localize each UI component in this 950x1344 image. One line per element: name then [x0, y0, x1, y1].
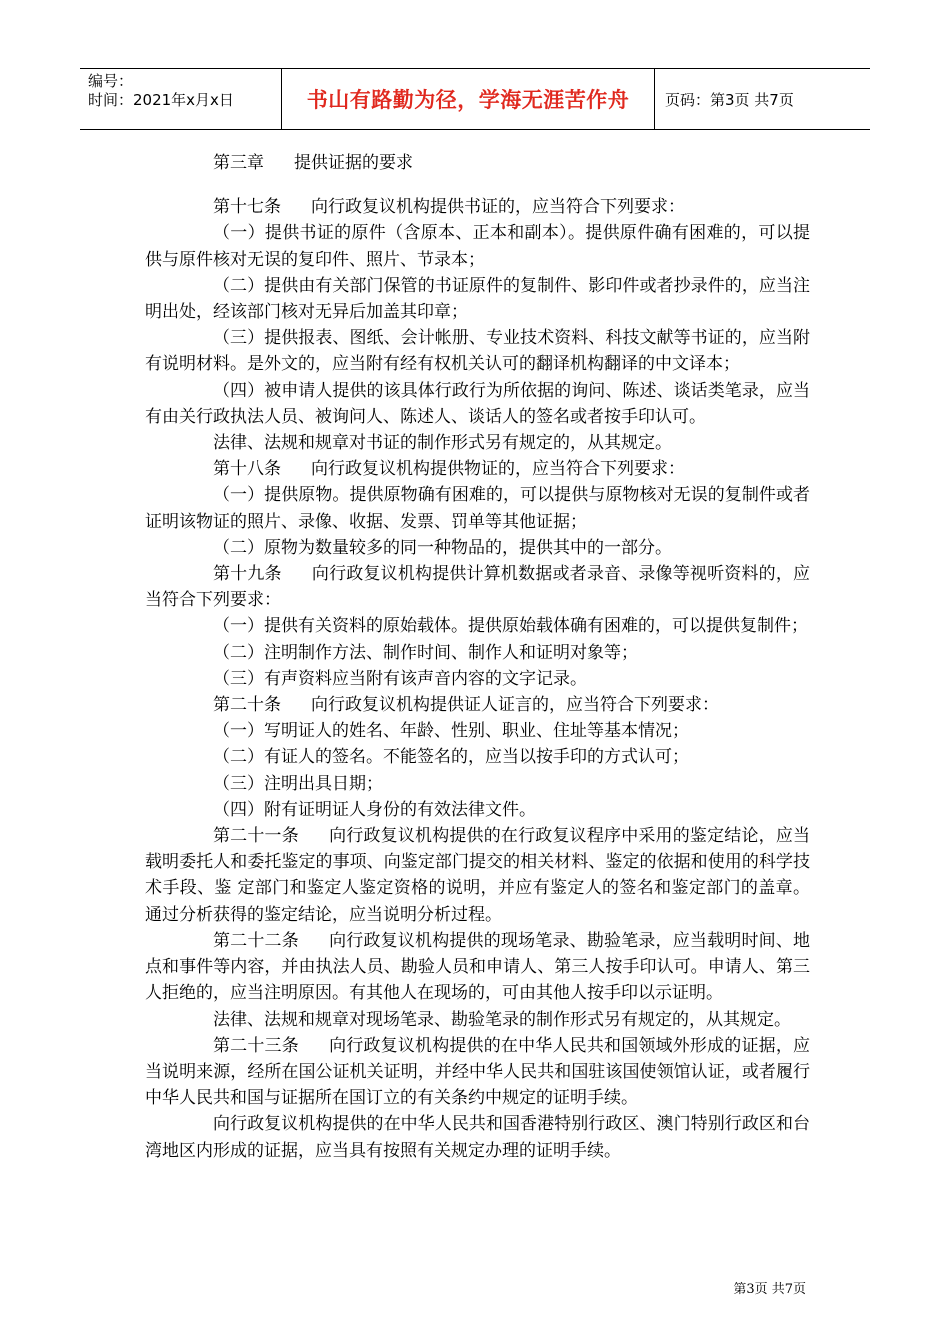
- paragraph-text: （一）提供原物。提供原物确有困难的，可以提供与原物核对无误的复制件或者证明该物证的照片、录像、收据、发票、罚单等其他证据；: [145, 485, 810, 532]
- body-paragraph: [145, 744, 810, 770]
- body-paragraph: [145, 718, 810, 744]
- paragraph-text: （一）写明证人的姓名、年龄、性别、职业、住址等基本情况；: [213, 721, 689, 742]
- document-body: [145, 150, 810, 1164]
- chapter-heading: [145, 150, 810, 176]
- body-paragraph: [145, 640, 810, 666]
- paragraph-text: （二）原物为数量较多的同一种物品的，提供其中的一部分。: [213, 537, 672, 558]
- paragraph-list: [145, 194, 810, 1164]
- body-paragraph: [145, 220, 810, 272]
- header-motto-cell: [282, 69, 655, 129]
- page-header: [80, 68, 870, 130]
- paragraph-text: （二）注明制作方法、制作时间、制作人和证明对象等；: [213, 642, 638, 663]
- article-paragraph: [145, 1033, 810, 1112]
- article-paragraph: [145, 194, 810, 220]
- paragraph-text: 法律、法规和规章对书证的制作形式另有规定的，从其规定。: [213, 433, 672, 454]
- paragraph-text: （三）有声资料应当附有该声音内容的文字记录。: [213, 668, 587, 689]
- header-page-label: 页码：第3页 共7页: [665, 90, 794, 109]
- body-paragraph: [145, 613, 810, 639]
- paragraph-text: （一）提供有关资料的原始载体。提供原始载体确有困难的，可以提供复制件；: [213, 616, 808, 637]
- article-number: 第二十二条: [213, 930, 299, 951]
- body-paragraph: [145, 1111, 810, 1163]
- body-paragraph: [145, 273, 810, 325]
- body-paragraph: [145, 378, 810, 430]
- article-number: 第二十条: [213, 695, 281, 716]
- article-number: 第十七条: [213, 197, 281, 218]
- article-paragraph: [145, 692, 810, 718]
- header-page-cell: [655, 69, 870, 129]
- article-number: 第十八条: [213, 459, 281, 480]
- header-meta: [80, 69, 282, 129]
- paragraph-text: （三）提供报表、图纸、会计帐册、专业技术资料、科技文献等书证的，应当附有说明材料。是外文的，应当附有经有权机关认可的翻译机构翻译的中文译本；: [145, 328, 810, 375]
- body-paragraph: [145, 1007, 810, 1033]
- article-paragraph: [145, 456, 810, 482]
- article-paragraph: [145, 928, 810, 1007]
- paragraph-text: 向行政复议机构提供的现场笔录、勘验笔录，应当载明时间、地点和事件等内容，并由执法人员、勘验人员和申请人、第三人按手印认可。申请人、第三人拒绝的，应当注明原因。有其他人在现场的，可由其他人按手印以示证明。: [145, 930, 811, 1004]
- body-paragraph: [145, 535, 810, 561]
- chapter-title: 提供证据的要求: [294, 153, 413, 173]
- body-paragraph: [145, 797, 810, 823]
- paragraph-text: （四）附有证明证人身份的有效法律文件。: [213, 799, 536, 820]
- header-motto: 书山有路勤为径，学海无涯苦作舟: [306, 88, 630, 112]
- paragraph-text: 向行政复议机构提供计算机数据或者录音、录像等视听资料的，应当符合下列要求：: [145, 564, 811, 611]
- paragraph-text: （二）提供由有关部门保管的书证原件的复制件、影印件或者抄录件的，应当注明出处，经该部门核对无异后加盖其印章；: [145, 275, 810, 323]
- body-paragraph: [145, 482, 810, 534]
- article-number: 第十九条: [213, 564, 282, 585]
- paragraph-text: （四）被申请人提供的该具体行政行为所依据的询问、陈述、谈话类笔录，应当有由关行政执法人员、被询问人、陈述人、谈话人的签名或者按手印认可。: [145, 380, 810, 427]
- article-paragraph: [145, 823, 810, 928]
- article-paragraph: [145, 561, 810, 613]
- body-paragraph: [145, 325, 810, 377]
- paragraph-text: 法律、法规和规章对现场笔录、勘验笔录的制作形式另有规定的，从其规定。: [213, 1009, 791, 1030]
- paragraph-text: 向行政复议机构提供物证的，应当符合下列要求：: [311, 459, 685, 480]
- paragraph-text: （三）注明出具日期；: [213, 773, 383, 794]
- paragraph-text: 向行政复议机构提供证人证言的，应当符合下列要求：: [311, 695, 719, 716]
- footer-page-number: 第3页 共7页: [733, 1282, 806, 1297]
- article-number: 第二十一条: [213, 826, 299, 847]
- chapter-number: 第三章: [213, 153, 264, 173]
- paragraph-text: 向行政复议机构提供的在中华人民共和国领域外形成的证据，应当说明来源，经所在国公证机关证明，并经中华人民共和国驻该国使领馆认证，或者履行中华人民共和国与证据所在国订立的有关条约中规定的证明手续。: [145, 1035, 811, 1109]
- paragraph-text: 向行政复议机构提供的在中华人民共和国香港特别行政区、澳门特别行政区和台湾地区内形成的证据，应当具有按照有关规定办理的证明手续。: [145, 1114, 810, 1161]
- page-footer: [733, 1278, 806, 1297]
- document-number-label: 编号：: [88, 72, 134, 90]
- body-paragraph: [145, 771, 810, 797]
- paragraph-text: 向行政复议机构提供的在行政复议程序中采用的鉴定结论，应当载明委托人和委托鉴定的事项、向鉴定部门提交的相关材料、鉴定的依据和使用的科学技术手段、鉴 定部门和鉴定人鉴定资格的说明，并应有鉴定人的签名和鉴定部门的盖章。通过分析获得的鉴定结论，应当说明分析过程。: [145, 826, 811, 925]
- paragraph-text: 向行政复议机构提供书证的，应当符合下列要求：: [311, 197, 685, 218]
- body-paragraph: [145, 666, 810, 692]
- paragraph-text: （二）有证人的签名。不能签名的，应当以按手印的方式认可；: [213, 747, 689, 768]
- document-time-label: 时间：2021年x月x日: [88, 91, 234, 109]
- body-paragraph: [145, 430, 810, 456]
- article-number: 第二十三条: [213, 1035, 299, 1056]
- paragraph-text: （一）提供书证的原件（含原本、正本和副本）。提供原件确有困难的，可以提供与原件核对无误的复印件、照片、节录本；: [145, 223, 810, 270]
